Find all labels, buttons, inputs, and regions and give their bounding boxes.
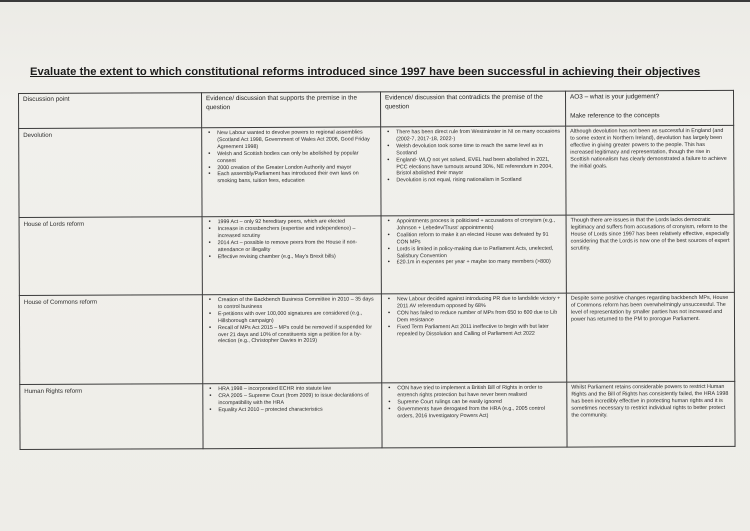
list-item: • 1999 Act – only 92 hereditary peers, which are elected bbox=[218, 218, 377, 226]
list-item: • New Labour decided against introducing PR due to landslide victory + 2011 AV referendum opposed by 68% bbox=[397, 296, 562, 311]
list-item: • CON has failed to reduce number of MPs from 650 to 600 due to Lib Dem resistance bbox=[397, 309, 562, 324]
contradicting-evidence-cell bbox=[381, 293, 566, 383]
list-item: • Fixed Term Parliament Act 2011 ineffective to begin with but later repealed by Dissolution and Calling of Parliament Act 2022 bbox=[397, 323, 562, 338]
header-discussion-point: Discussion point bbox=[19, 93, 202, 129]
table-row bbox=[19, 292, 734, 384]
contradicting-evidence-list bbox=[386, 385, 562, 420]
list-item: • 2000 creation of the Greater London Authority and mayor bbox=[217, 164, 376, 172]
list-item: • Effective revising chamber (e.g., May's Brexit bills) bbox=[218, 253, 377, 261]
list-item: • New Labour wanted to devolve powers to regional assemblies (Scotland Act 1998, Government of Wales Act 2006, Good Friday Agreement 1998) bbox=[217, 129, 376, 150]
list-item: • Each assembly/Parliament has introduced their own laws on smoking bans, tuition fees, education bbox=[217, 171, 376, 186]
list-item: • Governments have derogated from the HRA (e.g., 2005 control orders, 2016 Investigatory Powers Act) bbox=[397, 405, 562, 420]
ao3-subtitle: Make reference to the concepts bbox=[570, 111, 660, 120]
list-item: • E-petitions with over 100,000 signatures are considered (e.g., Hillsborough campaign) bbox=[218, 310, 377, 325]
contradicting-evidence-list bbox=[386, 218, 562, 267]
judgement-cell: Although devolution has not been as successful in England (and to some extent in Northern Ireland), devolution has largely been effective in giving greater powers to the people. This has increased legitimacy and representation, though the rise in Scottish nationalism has clearly demonstrated a failure to achieve the initial goals. bbox=[566, 125, 734, 215]
contradicting-evidence-cell bbox=[381, 215, 566, 294]
evaluation-table bbox=[18, 90, 736, 450]
discussion-point-cell: Human Rights reform bbox=[20, 384, 203, 450]
supporting-evidence-cell bbox=[202, 127, 381, 217]
list-item: • Appointments process is politicised + accusations of cronyism (e.g., Johnson + Lebedev/Truss' appointments) bbox=[397, 218, 562, 233]
supporting-evidence-cell bbox=[203, 383, 382, 449]
supporting-evidence-list bbox=[207, 296, 377, 345]
supporting-evidence-list bbox=[207, 218, 377, 260]
contradicting-evidence-list bbox=[386, 296, 562, 338]
list-item: • Recall of MPs Act 2015 – MPs could be removed if suspended for over 21 days and 10% of constituents sign a petition for a by-election (e.g., Christopher Davies in 2019) bbox=[218, 324, 377, 345]
page-title: Evaluate the extent to which constitutional reforms introduced since 1997 have been successful in achieving their objectives bbox=[30, 66, 701, 78]
table-row bbox=[19, 125, 734, 217]
top-rule bbox=[0, 0, 750, 2]
list-item: • CON have tried to implement a British Bill of Rights in order to entrench rights protection but have never been realised bbox=[397, 385, 562, 400]
list-item: • Coalition reform to make it an elected House was defeated by 91 CON MPs bbox=[397, 231, 562, 246]
list-item: • Welsh devolution took some time to reach the same level as in Scotland bbox=[396, 142, 561, 157]
header-supporting-evidence: Evidence/ discussion that supports the premise in the question bbox=[202, 92, 381, 128]
judgement-cell: Despite some positive changes regarding backbench MPs, House of Commons reform has been overwhelmingly unsuccessful. The level of representation by smaller parties has not increased and power has returned to the PM to prorogue Parliament. bbox=[566, 292, 734, 382]
list-item: • 2014 Act – possible to remove peers from the House if non-attendance or illegality bbox=[218, 239, 377, 254]
list-item: • Welsh and Scottish bodies can only be abolished by popular consent bbox=[217, 150, 376, 165]
list-item: • Equality Act 2010 – protected characteristics bbox=[218, 406, 377, 414]
judgement-cell: Whilst Parliament retains considerable powers to restrict Human Rights and the Bill of Rights has consistently failed, the HRA 1998 has been incredibly effective in protecting human rights and it is sometimes necessary to restrict individual rights to better protect the community. bbox=[567, 381, 735, 447]
list-item: • £20.1m in expenses per year + maybe too many members (>800) bbox=[397, 259, 562, 267]
list-item: • Increase in crossbenchers (expertise and independence) – increased scrutiny bbox=[218, 225, 377, 240]
header-contradicting-evidence: Evidence/ discussion that contradicts the premise of the question bbox=[380, 91, 565, 127]
list-item: • Devolution is not equal, rising nationalism in Scotland bbox=[396, 177, 561, 185]
supporting-evidence-list bbox=[206, 129, 376, 185]
discussion-point-cell: House of Commons reform bbox=[19, 295, 202, 385]
contradicting-evidence-cell bbox=[381, 126, 566, 216]
supporting-evidence-cell bbox=[202, 216, 381, 295]
list-item: • There has been direct rule from Westminster in NI on many occasions (2002-7, 2017-18, 2022-) bbox=[396, 129, 561, 144]
discussion-point-cell: Devolution bbox=[19, 128, 202, 218]
table-row bbox=[19, 214, 734, 295]
header-row bbox=[19, 90, 734, 128]
list-item: • Creation of the Backbench Business Committee in 2010 – 35 days to control business bbox=[218, 296, 377, 311]
list-item: • Supreme Court rulings can be easily ignored bbox=[397, 398, 562, 406]
contradicting-evidence-cell bbox=[382, 382, 567, 448]
header-ao3-judgement bbox=[565, 90, 733, 126]
list-item: • CRA 2005 – Supreme Court (from 2009) to issue declarations of incompatibility with the HRA bbox=[218, 392, 377, 407]
list-item: • Lords is limited in policy-making due to Parliament Acts, unelected, Salisbury Convention bbox=[397, 245, 562, 260]
table-row bbox=[20, 381, 735, 449]
judgement-cell: Though there are issues in that the Lords lacks democratic legitimacy and suffers from accusations of cronyism, reform to the House of Lords since 1997 has been relatively effective, especially considering that the Lords is now one of the best sources of expert scrutiny. bbox=[566, 214, 734, 293]
supporting-evidence-cell bbox=[202, 294, 381, 384]
discussion-point-cell: House of Lords reform bbox=[19, 217, 202, 296]
list-item: • HRA 1998 – incorporated ECHR into statute law bbox=[218, 385, 377, 393]
list-item: • England- WLQ not yet solved, EVEL had been abolished in 2021, PCC elections have turnouts around 30%, NE referendum in 2004, Bristol abolished their mayor bbox=[396, 156, 561, 177]
supporting-evidence-list bbox=[207, 385, 377, 413]
ao3-title: AO3 – what is your judgement? bbox=[570, 93, 660, 101]
contradicting-evidence-list bbox=[385, 129, 561, 185]
